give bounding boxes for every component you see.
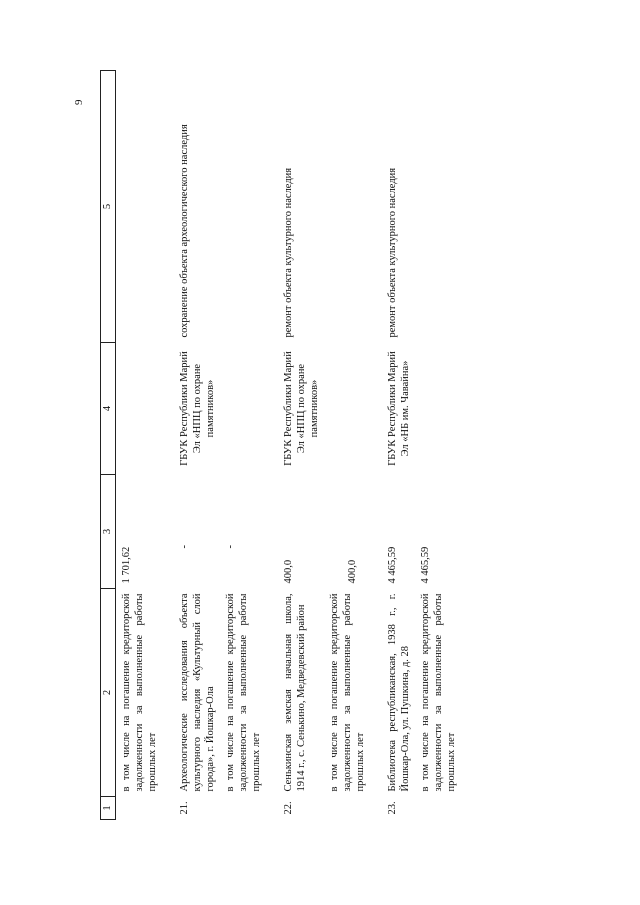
organization: ГБУК Республики Марий Эл «НПЦ по охране памятников» — [283, 351, 320, 466]
amount: 400,0 — [283, 559, 294, 584]
amount: - — [179, 545, 190, 549]
purpose: ремонт объекта культурного наследия — [283, 167, 294, 338]
object-name: в том числе на погашение кредиторской задолженности за выполненные работы прошлых лет — [225, 593, 262, 792]
amount: - — [225, 545, 236, 549]
organization — [116, 343, 163, 475]
row-number: 23. — [387, 801, 398, 815]
heritage-funding-table — [100, 70, 461, 820]
organization: ГБУК Республики Марий Эл «НБ им. Чавайна» — [387, 351, 411, 466]
amount: 1 701,62 — [121, 546, 132, 584]
organization — [415, 343, 461, 475]
amount: 4 465,59 — [420, 546, 431, 584]
object-name: в том числе на погашение кредиторской задолженности за выполненные работы прошлых лет — [329, 593, 366, 792]
purpose — [220, 71, 266, 343]
header-col-1: 1 — [101, 797, 116, 820]
header-col-4: 4 — [101, 343, 116, 475]
object-name: в том числе на погашение кредиторской задолженности за выполненные работы прошлых лет — [121, 593, 158, 792]
table-row — [174, 71, 220, 820]
header-col-3: 3 — [101, 475, 116, 589]
object-name: Библиотека республиканская, 1938 г., г. Йошкар-Ола, ул. Пушкина, д. 28 — [387, 593, 411, 792]
object-name: в том числе на погашение кредиторской задолженности за выполненные работы прошлых лет — [420, 593, 457, 792]
row-number — [116, 797, 163, 820]
purpose — [116, 71, 163, 343]
table-row — [116, 71, 163, 820]
amount: 400,0 — [347, 559, 358, 584]
table-row — [220, 71, 266, 820]
amount: 4 465,59 — [387, 546, 398, 584]
purpose — [415, 71, 461, 343]
purpose: ремонт объекта культурного наследия — [387, 167, 398, 338]
row-number: 21. — [179, 801, 190, 815]
object-name: Сенькинская земская начальная школа, 1914 г., с. Сенькино, Медведевский район — [283, 593, 307, 792]
organization: ГБУК Республики Марий Эл «НПЦ по охране памятников» — [179, 351, 216, 466]
object-name: Археологические исследования объекта культурного наследия «Культурный слой города», г. Йошкар-Ола — [179, 593, 216, 792]
table-row — [382, 71, 415, 820]
row-number — [324, 797, 370, 820]
purpose — [324, 71, 370, 343]
organization — [324, 343, 370, 475]
table-row — [278, 71, 324, 820]
header-col-2: 2 — [101, 589, 116, 797]
page-number: 9 — [73, 99, 85, 105]
table-row — [415, 71, 461, 820]
header-row — [101, 71, 116, 820]
header-col-5: 5 — [101, 71, 116, 343]
row-number: 22. — [283, 801, 294, 815]
row-number — [220, 797, 266, 820]
purpose: сохранение объекта археологического наследия — [179, 124, 190, 338]
table-row — [324, 71, 370, 820]
organization — [220, 343, 266, 475]
row-number — [415, 797, 461, 820]
